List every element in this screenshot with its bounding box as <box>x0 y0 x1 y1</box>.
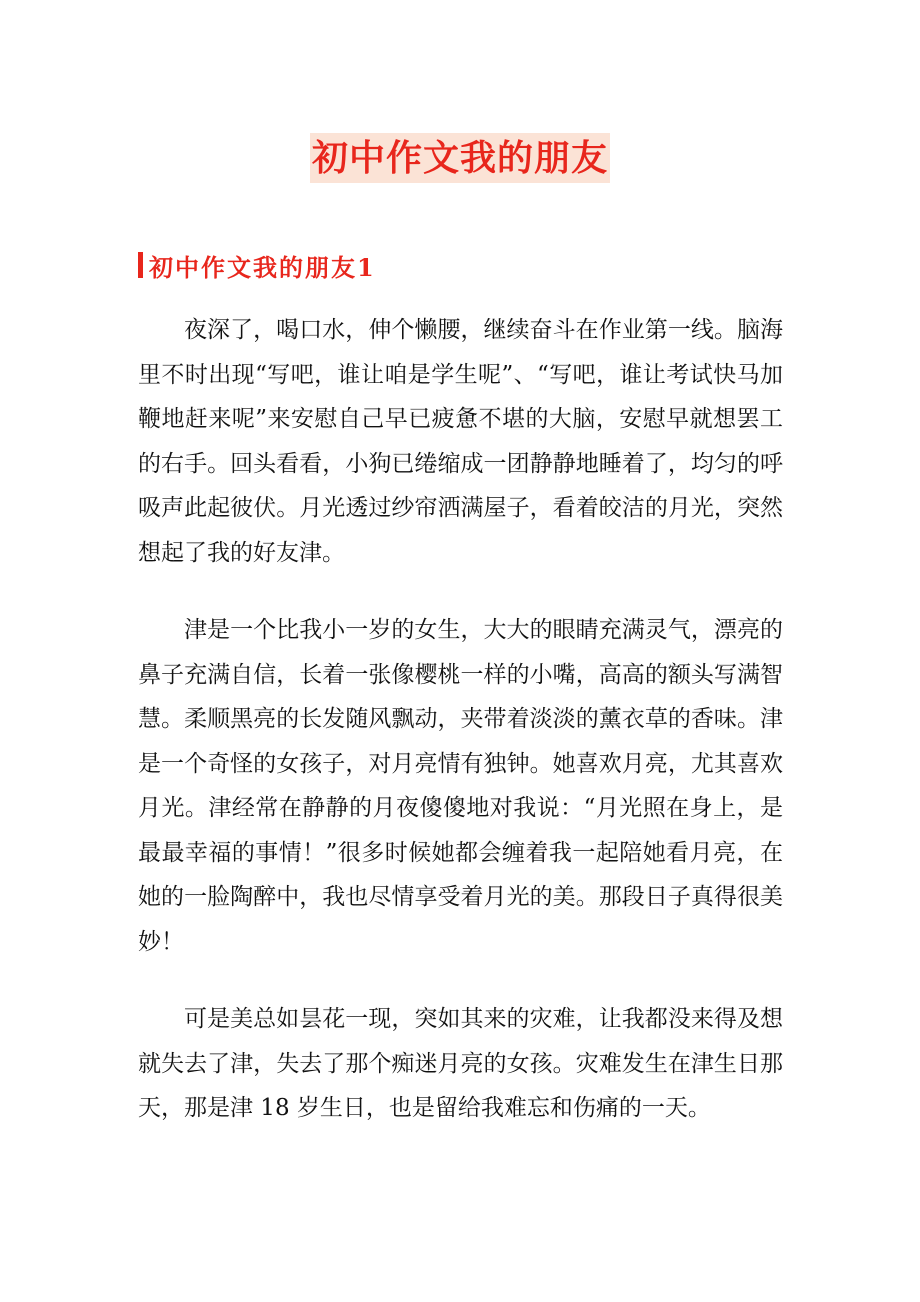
section-heading-text: 初中作文我的朋友1 <box>149 252 376 282</box>
paragraph: 可是美总如昙花一现，突如其来的灾难，让我都没来得及想就失去了津，失去了那个痴迷月亮的女孩。灾难发生在津生日那天，那是津 18 岁生日，也是留给我难忘和伤痛的一天。 <box>138 1006 783 1121</box>
section-heading <box>138 246 376 284</box>
heading-marker-bar <box>138 252 143 278</box>
paragraph: 津是一个比我小一岁的女生，大大的眼睛充满灵气，漂亮的鼻子充满自信，长着一张像樱桃一样的小嘴，高高的额头写满智慧。柔顺黑亮的长发随风飘动，夹带着淡淡的薰衣草的香味。津是一个奇怪的女孩子，对月亮情有独钟。她喜欢月亮，尤其喜欢月光。津经常在静静的月夜傻傻地对我说：“月光照在身上，是最最幸福的事情！”很多时候她都会缠着我一起陪她看月亮，在她的一脸陶醉中，我也尽情享受着月光的美。那段日子真得很美妙！ <box>138 617 783 955</box>
page-title: 初中作文我的朋友 <box>310 133 610 183</box>
title-container <box>0 133 920 183</box>
article-body <box>138 308 783 1164</box>
paragraph: 夜深了，喝口水，伸个懒腰，继续奋斗在作业第一线。脑海里不时出现“写吧，谁让咱是学生呢”、“写吧，谁让考试快马加鞭地赶来呢”来安慰自己早已疲惫不堪的大脑，安慰早就想罢工的右手。回头看看，小狗已绻缩成一团静静地睡着了，均匀的呼吸声此起彼伏。月光透过纱帘洒满屋子，看着皎洁的月光，突然想起了我的好友津。 <box>138 317 783 566</box>
